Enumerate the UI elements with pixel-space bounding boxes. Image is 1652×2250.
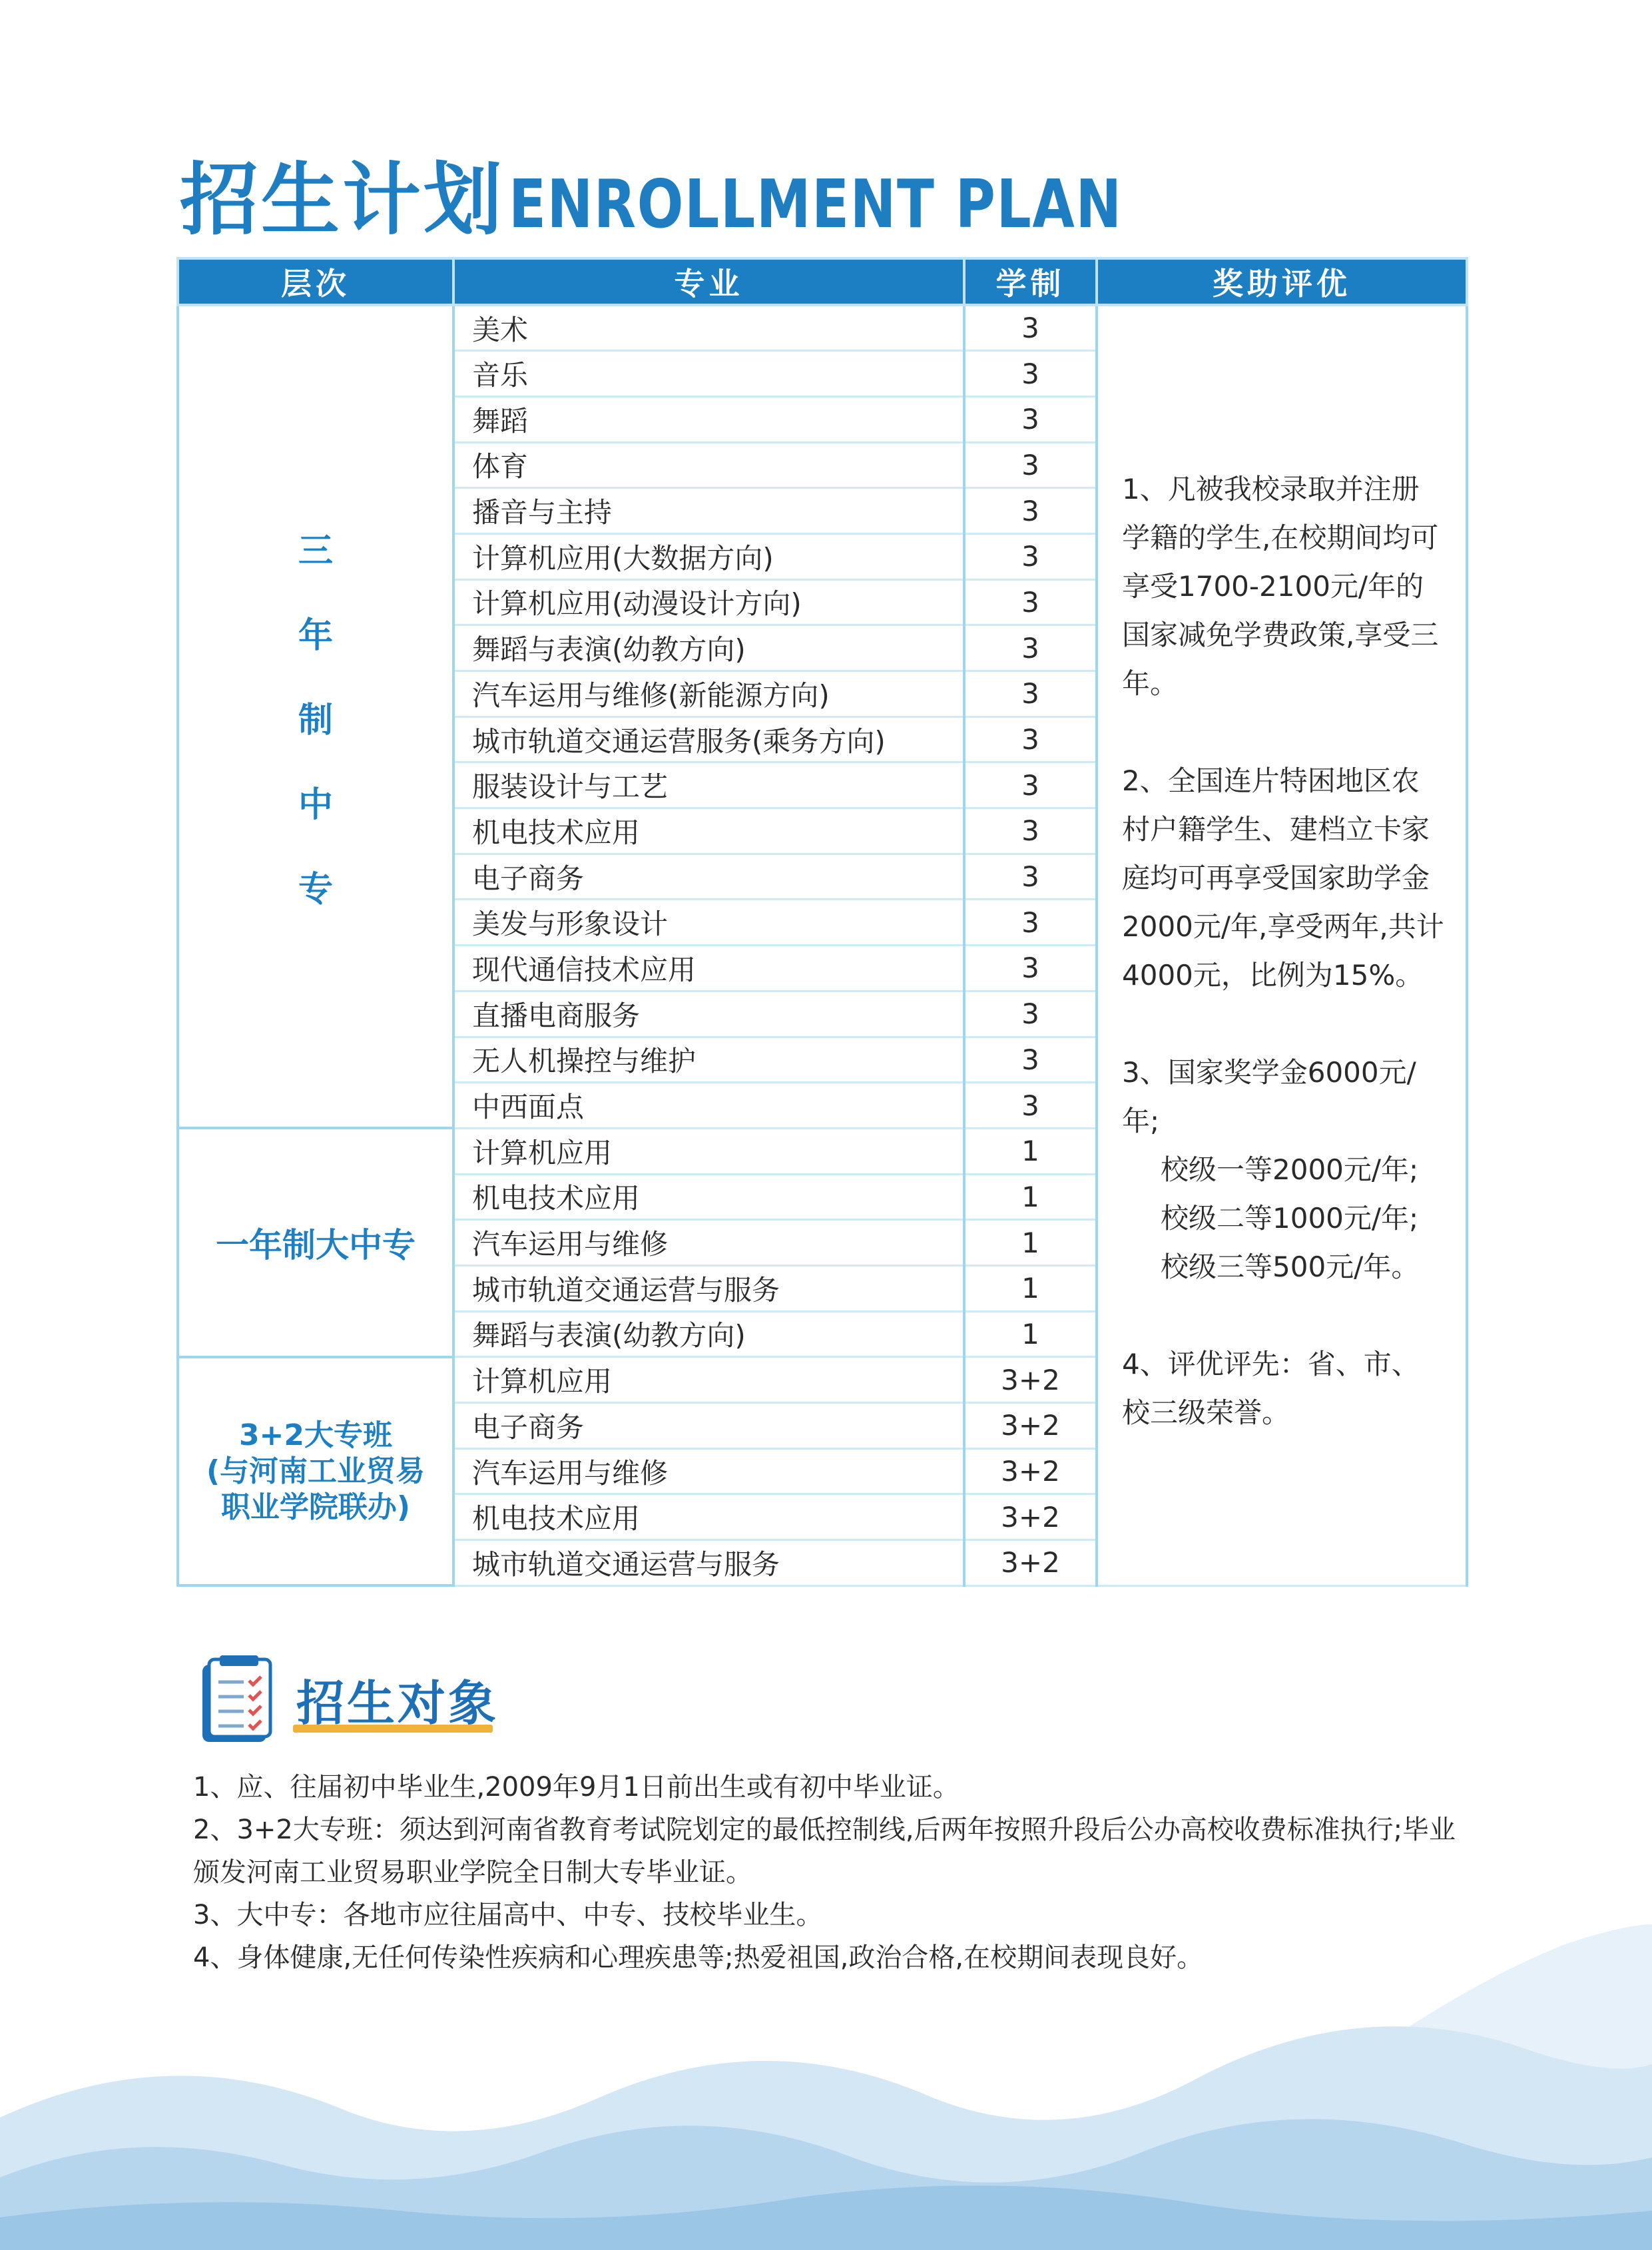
years-cell: 3 bbox=[964, 1037, 1097, 1083]
major-cell: 美术 bbox=[453, 305, 964, 351]
major-cell: 体育 bbox=[453, 442, 964, 488]
list-item: 1、应、往届初中毕业生,2009年9月1日前出生或有初中毕业证。 bbox=[193, 1772, 960, 1803]
years-cell: 1 bbox=[964, 1220, 1097, 1266]
years-cell: 3 bbox=[964, 991, 1097, 1037]
major-cell: 服装设计与工艺 bbox=[453, 762, 964, 808]
major-cell: 机电技术应用 bbox=[453, 1174, 964, 1220]
award-item-4: 4、评优评先：省、市、校三级荣誉。 bbox=[1122, 1348, 1420, 1430]
targets-list bbox=[193, 1766, 1478, 1979]
major-cell: 计算机应用(动漫设计方向) bbox=[453, 579, 964, 625]
years-cell: 1 bbox=[964, 1128, 1097, 1174]
major-cell: 现代通信技术应用 bbox=[453, 946, 964, 991]
level-char: 三 bbox=[298, 531, 333, 571]
level-char: 制 bbox=[298, 700, 333, 740]
page-title bbox=[180, 137, 1257, 250]
list-item: 3、大中专：各地市应往届高中、中专、技校毕业生。 bbox=[193, 1900, 823, 1930]
major-cell: 舞蹈与表演(幼教方向) bbox=[453, 1311, 964, 1357]
major-cell: 电子商务 bbox=[453, 1403, 964, 1449]
years-cell: 3 bbox=[964, 579, 1097, 625]
major-cell: 中西面点 bbox=[453, 1083, 964, 1129]
years-cell: 3 bbox=[964, 488, 1097, 534]
years-cell: 1 bbox=[964, 1311, 1097, 1357]
years-cell: 1 bbox=[964, 1174, 1097, 1220]
years-cell: 3 bbox=[964, 351, 1097, 397]
checklist-icon bbox=[200, 1655, 273, 1745]
years-cell: 3 bbox=[964, 808, 1097, 854]
years-cell: 3 bbox=[964, 900, 1097, 946]
enrollment-plan-table bbox=[176, 257, 1468, 1587]
award-line: 校级三等500元/年。 bbox=[1161, 1251, 1420, 1284]
level-char: 中 bbox=[298, 784, 333, 825]
award-line: 校级二等1000元/年; bbox=[1161, 1202, 1419, 1235]
level-line: 3+2大专班 bbox=[238, 1418, 393, 1452]
header-major: 专业 bbox=[453, 258, 964, 305]
years-cell: 1 bbox=[964, 1265, 1097, 1311]
award-item-3 bbox=[1122, 1048, 1446, 1291]
major-cell: 城市轨道交通运营与服务 bbox=[453, 1265, 964, 1311]
major-cell: 机电技术应用 bbox=[453, 1494, 964, 1540]
award-item-1: 1、凡被我校录取并注册学籍的学生,在校期间均可享受1700-2100元/年的国家减免学费政策,享受三年。 bbox=[1122, 473, 1439, 701]
award-item-2: 2、全国连片特困地区农村户籍学生、建档立卡家庭均可再享受国家助学金2000元/年,享受两年,共计4000元，比例为15%。 bbox=[1122, 764, 1444, 992]
years-cell: 3 bbox=[964, 442, 1097, 488]
level-three-year bbox=[178, 305, 453, 1128]
major-cell: 播音与主持 bbox=[453, 488, 964, 534]
years-cell: 3+2 bbox=[964, 1357, 1097, 1403]
years-cell: 3+2 bbox=[964, 1540, 1097, 1586]
major-cell: 城市轨道交通运营与服务 bbox=[453, 1540, 964, 1586]
years-cell: 3 bbox=[964, 533, 1097, 579]
header-level: 层次 bbox=[178, 258, 453, 305]
level-char: 年 bbox=[298, 615, 333, 656]
title-chinese: 招生计划 bbox=[180, 154, 505, 246]
major-cell: 汽车运用与维修 bbox=[453, 1448, 964, 1494]
list-item: 4、身体健康,无任何传染性疾病和心理疾患等;热爱祖国,政治合格,在校期间表现良好。 bbox=[193, 1942, 1204, 1973]
years-cell: 3+2 bbox=[964, 1403, 1097, 1449]
level-label: 一年制大中专 bbox=[216, 1226, 415, 1265]
major-cell: 舞蹈与表演(幼教方向) bbox=[453, 625, 964, 671]
awards-cell bbox=[1097, 305, 1467, 1585]
table-row bbox=[178, 305, 1467, 351]
level-line: 职业学院联办) bbox=[220, 1490, 411, 1524]
major-cell: 音乐 bbox=[453, 351, 964, 397]
major-cell: 舞蹈 bbox=[453, 396, 964, 442]
award-line: 校级一等2000元/年; bbox=[1161, 1153, 1419, 1187]
major-cell: 计算机应用(大数据方向) bbox=[453, 533, 964, 579]
major-cell: 计算机应用 bbox=[453, 1128, 964, 1174]
major-cell: 计算机应用 bbox=[453, 1357, 964, 1403]
years-cell: 3 bbox=[964, 671, 1097, 717]
years-cell: 3 bbox=[964, 396, 1097, 442]
header-years: 学制 bbox=[964, 258, 1097, 305]
section-title: 招生对象 bbox=[296, 1675, 499, 1731]
major-cell: 机电技术应用 bbox=[453, 808, 964, 854]
title-english: ENROLLMENT PLAN bbox=[509, 165, 1123, 243]
years-cell: 3 bbox=[964, 1083, 1097, 1129]
award-line: 3、国家奖学金6000元/年; bbox=[1122, 1056, 1416, 1138]
years-cell: 3 bbox=[964, 854, 1097, 900]
major-cell: 汽车运用与维修 bbox=[453, 1220, 964, 1266]
years-cell: 3+2 bbox=[964, 1494, 1097, 1540]
major-cell: 美发与形象设计 bbox=[453, 900, 964, 946]
list-item: 2、3+2大专班：须达到河南省教育考试院划定的最低控制线,后两年按照升段后公办高校收费标准执行;毕业颁发河南工业贸易职业学院全日制大专毕业证。 bbox=[193, 1815, 1456, 1888]
major-cell: 城市轨道交通运营服务(乘务方向) bbox=[453, 716, 964, 762]
level-char: 专 bbox=[298, 869, 333, 910]
years-cell: 3 bbox=[964, 762, 1097, 808]
years-cell: 3 bbox=[964, 625, 1097, 671]
major-cell: 直播电商服务 bbox=[453, 991, 964, 1037]
targets-section-header bbox=[200, 1650, 506, 1750]
years-cell: 3 bbox=[964, 946, 1097, 991]
major-cell: 电子商务 bbox=[453, 854, 964, 900]
header-awards: 奖助评优 bbox=[1097, 258, 1467, 305]
level-three-plus-two bbox=[178, 1357, 453, 1585]
level-one-year bbox=[178, 1128, 453, 1356]
major-cell: 无人机操控与维护 bbox=[453, 1037, 964, 1083]
major-cell: 汽车运用与维修(新能源方向) bbox=[453, 671, 964, 717]
level-line: (与河南工业贸易 bbox=[206, 1454, 425, 1488]
years-cell: 3 bbox=[964, 305, 1097, 351]
years-cell: 3 bbox=[964, 716, 1097, 762]
years-cell: 3+2 bbox=[964, 1448, 1097, 1494]
